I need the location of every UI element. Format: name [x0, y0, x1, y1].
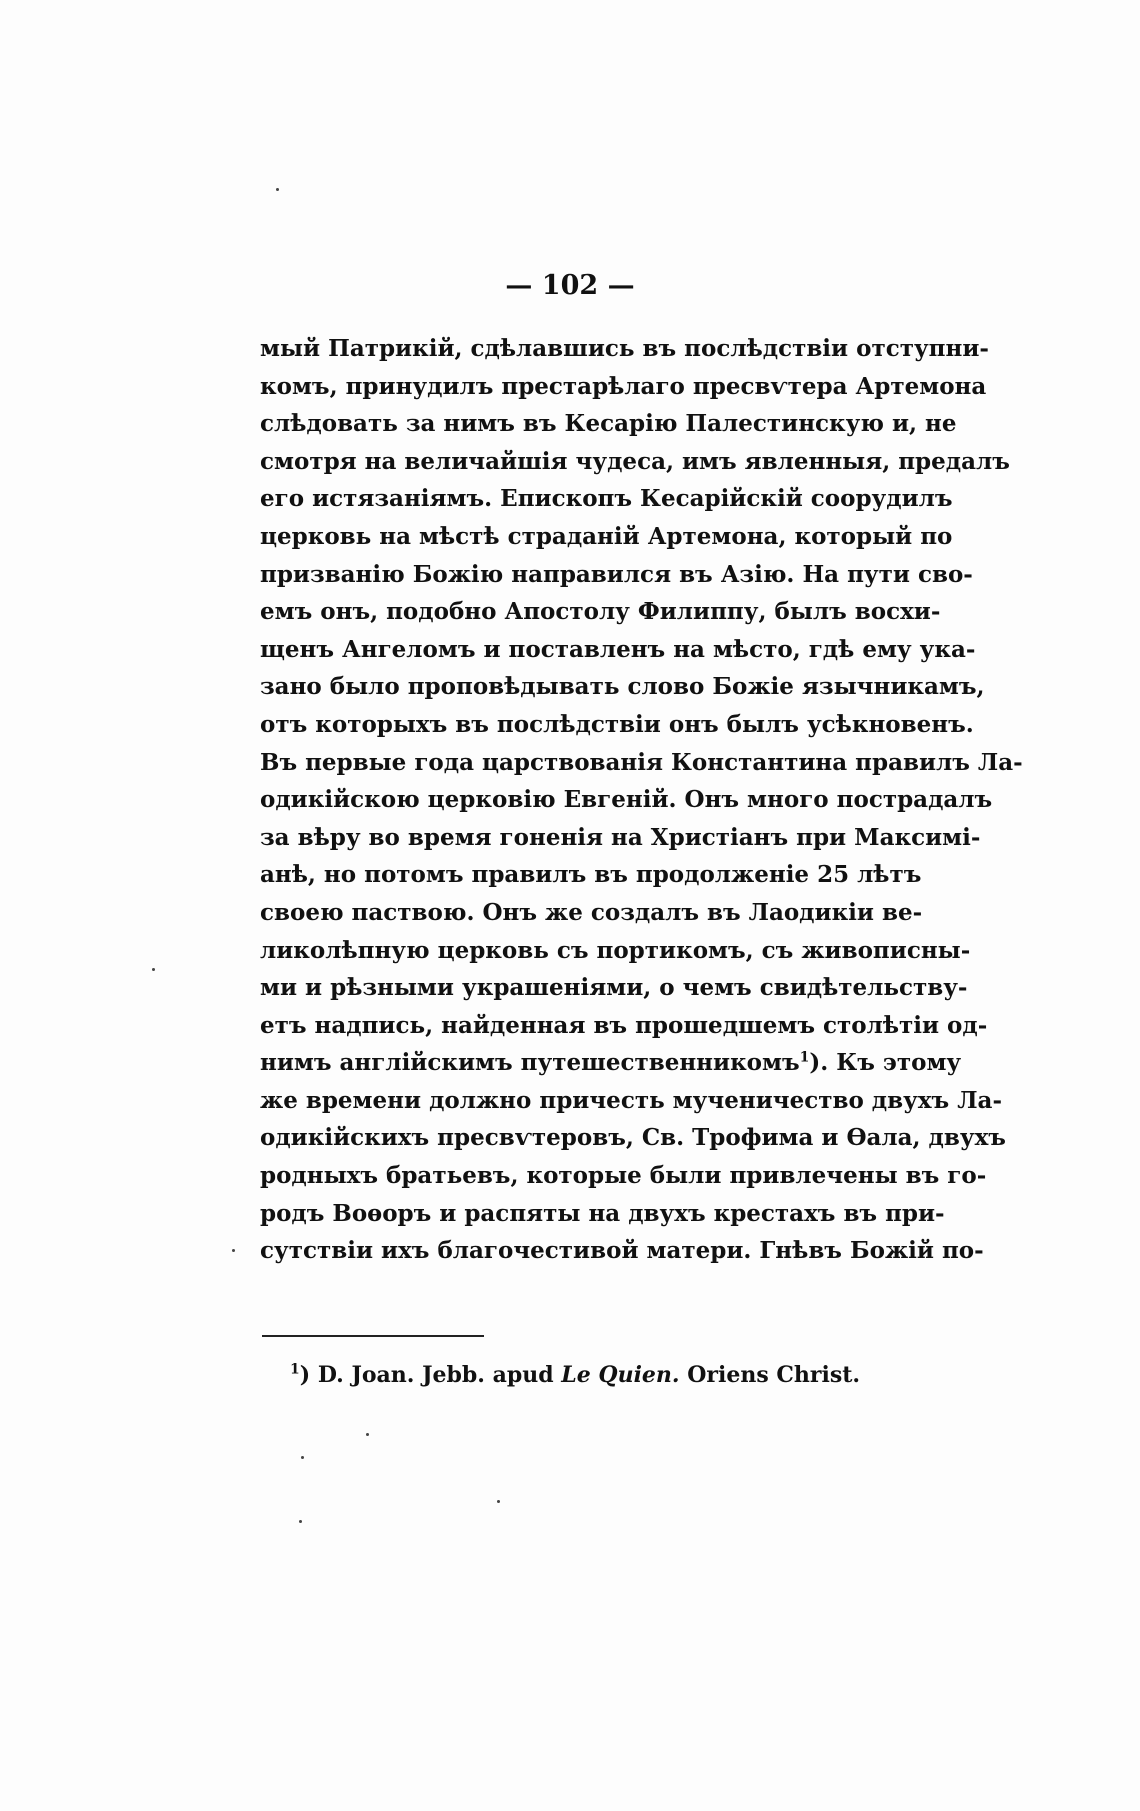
text-line: ми и рѣзными украшеніями, о чемъ свидѣтельству-	[260, 974, 968, 1002]
scan-speck	[152, 968, 155, 971]
scan-speck	[366, 1433, 369, 1436]
text-line: своею паствою. Онъ же создалъ въ Лаодикіи ве-	[260, 898, 923, 926]
body-text	[260, 330, 1023, 1270]
text-line: отъ которыхъ въ послѣдствіи онъ былъ усѣкновенъ.	[260, 710, 974, 738]
page-number: — 102 —	[505, 270, 635, 301]
scan-speck	[232, 1249, 235, 1252]
text-line-with-footnote-ref	[260, 1044, 962, 1082]
text-line: одикійскихъ пресвѵтеровъ, Св. Трофима и Ѳала, двухъ	[260, 1124, 1006, 1152]
text-line: анѣ, но потомъ правилъ въ продолженіе 25 лѣтъ	[260, 861, 922, 889]
text-line: же времени должно причесть мученичество двухъ Ла-	[260, 1086, 1002, 1114]
footnote-paren: )	[299, 1362, 311, 1388]
text-line: зано было проповѣдывать слово Божіе язычникамъ,	[260, 673, 985, 701]
text-line: ликолѣпную церковь съ портикомъ, съ живописны-	[260, 936, 971, 964]
footnote-italic-author: Le Quien.	[561, 1362, 680, 1388]
text-line: его истязаніямъ. Епископъ Кесарійскій соорудилъ	[260, 485, 953, 513]
scan-speck	[301, 1456, 304, 1459]
text-line: смотря на величайшія чудеса, имъ явленныя, предалъ	[260, 447, 1010, 475]
footnote	[290, 1362, 860, 1388]
text-line: сутствіи ихъ благочестивой матери. Гнѣвъ Божій по-	[260, 1237, 984, 1265]
text-line: Въ первые года царствованія Константина правилъ Ла-	[260, 748, 1023, 776]
text-line: мый Патрикій, сдѣлавшись въ послѣдствіи отступни-	[260, 335, 989, 362]
text-line: родъ Воѳоръ и распяты на двухъ крестахъ въ при-	[260, 1199, 945, 1227]
text-line: церковь на мѣстѣ страданій Артемона, который по	[260, 522, 953, 550]
text-line: призванію Божію направился въ Азію. На пути сво-	[260, 560, 973, 588]
scan-speck	[497, 1500, 500, 1503]
text-line: етъ надпись, найденная въ прошедшемъ столѣтіи од-	[260, 1011, 988, 1039]
text-line-start: нимъ англійскимъ путешественникомъ	[260, 1049, 800, 1077]
footnote-marker: 1	[290, 1361, 300, 1378]
scan-speck	[276, 188, 279, 191]
text-line: за вѣру во время гоненія на Христіанъ при Максимі-	[260, 823, 981, 851]
footnote-text-end: Oriens Christ.	[679, 1362, 861, 1388]
text-line: емъ онъ, подобно Апостолу Филиппу, былъ восхи-	[260, 598, 941, 626]
text-line-end: ). Къ этому	[809, 1049, 962, 1077]
text-line: одикійскою церковію Евгеній. Онъ много пострадалъ	[260, 786, 993, 814]
scan-speck	[299, 1520, 302, 1523]
text-line: слѣдовать за нимъ въ Кесарію Палестинскую и, не	[260, 410, 957, 438]
footnote-reference: 1	[799, 1049, 810, 1066]
footnote-text-start: D. Joan. Jebb. apud	[317, 1362, 562, 1388]
text-line: родныхъ братьевъ, которые были привлечены въ го-	[260, 1162, 987, 1190]
text-line: щенъ Ангеломъ и поставленъ на мѣсто, гдѣ ему ука-	[260, 635, 976, 663]
text-line: комъ, принудилъ престарѣлаго пресвѵтера Артемона	[260, 372, 987, 400]
footnote-divider	[262, 1335, 484, 1337]
